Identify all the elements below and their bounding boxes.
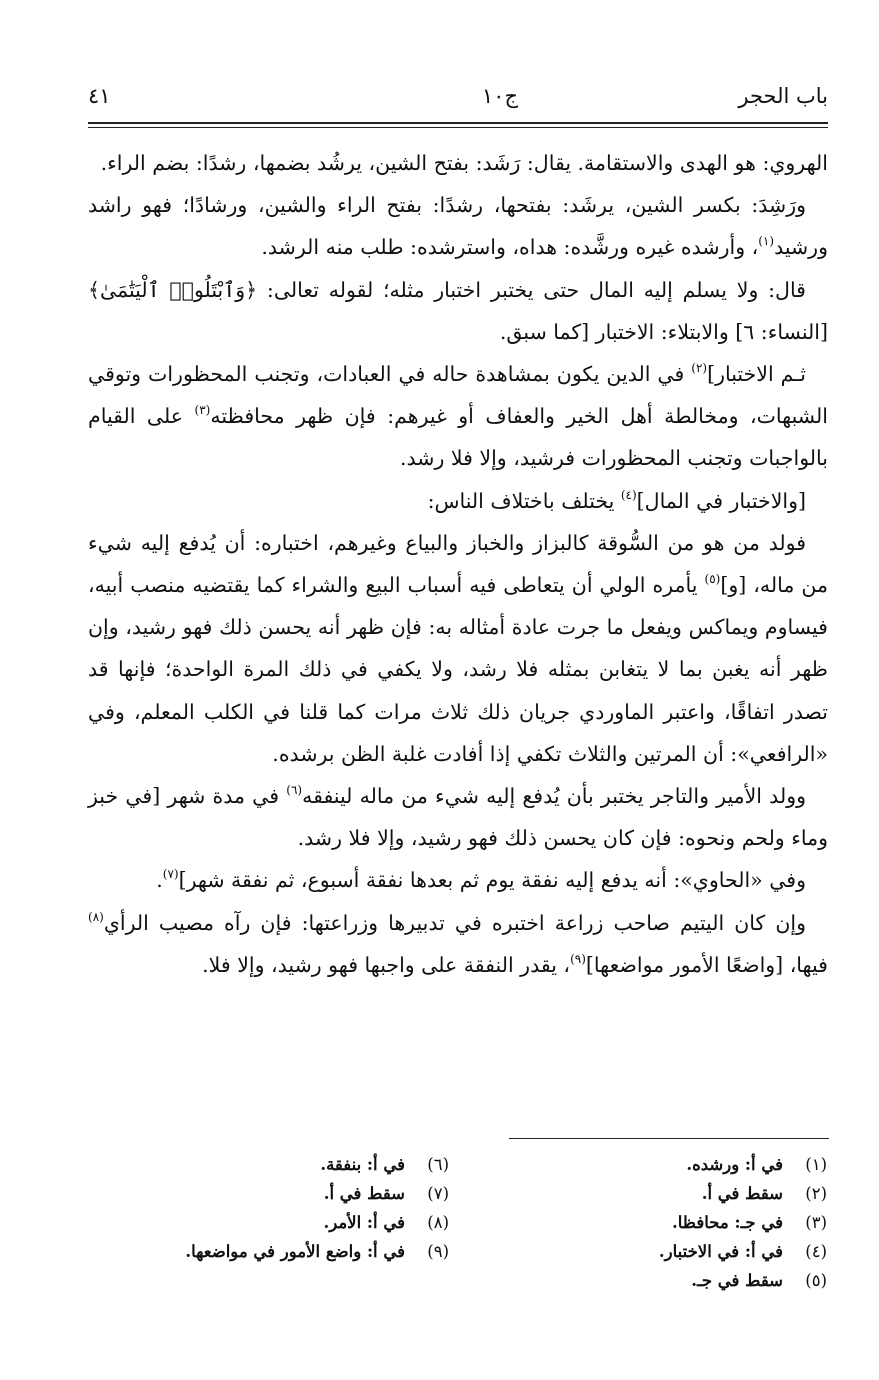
footnote-item <box>497 1150 827 1179</box>
footnotes-right-column <box>497 1150 827 1295</box>
footnote-text: في أ: في الاختبار. <box>658 1242 783 1261</box>
footnote-ref-5[interactable]: (٥) <box>704 572 721 587</box>
footnote-text: سقط في أ. <box>323 1184 405 1203</box>
footnote-number: (٣) <box>805 1213 827 1232</box>
footnote-number: (١) <box>805 1155 827 1174</box>
footnote-ref-9[interactable]: (٩) <box>570 951 586 966</box>
footnote-item <box>497 1237 827 1266</box>
chapter-title: باب الحجر <box>738 84 828 108</box>
paragraph-6 <box>88 522 828 775</box>
paragraph-5-text-a: [والاختبار في المال] <box>636 488 806 513</box>
paragraph-2-text-b: ، وأرشده غيره ورشَّده: هداه، واسترشده: طلب منه الرشد. <box>261 235 759 260</box>
paragraph-9-text-a: وإن كان اليتيم صاحب زراعة اختبره في تدبيرها وزراعتها: فإن رآه مصيب الرأي <box>103 910 806 935</box>
paragraph-3 <box>88 269 828 353</box>
footnote-item <box>89 1237 449 1266</box>
running-header <box>88 78 828 118</box>
page-number: ٤١ <box>88 84 111 108</box>
footnote-ref-7[interactable]: (٧) <box>162 867 179 882</box>
paragraph-1 <box>88 142 828 184</box>
paragraph-6-text-b: يأمره الولي أن يتعاطى فيه أسباب البيع والشراء كما يقتضيه منصب أبيه، فيساوم ويماكس ويفعل ما جرت عادة أمثاله به: فإن ظهر أنه يحسن ذلك فهو رشيد، وإن ظهر أنه يغبن بما لا يتغابن بمثله فلا رشد، ولا يكفي في ذلك المرة الواحدة؛ فإنها قد تصدر اتفاقًا، واعتبر الماوردي جريان ذلك ثلاث مرات كما قلنا في الكلب المعلم، وفي «الرافعي»: أن المرتين والثلاث تكفي إذا أفادت غلبة الظن برشده. <box>88 573 828 766</box>
footnote-text: في أ: الأمر. <box>323 1213 405 1232</box>
footnotes-left-column <box>89 1150 449 1266</box>
header-rule-thick <box>88 122 828 124</box>
footnote-number: (٨) <box>427 1213 449 1232</box>
paragraph-8-text-a: وفي «الحاوي»: أنه يدفع إليه نفقة يوم ثم بعدها نفقة أسبوع، ثم نفقة شهر] <box>178 868 806 893</box>
footnote-separator <box>509 1138 829 1139</box>
paragraph-7 <box>88 775 828 859</box>
paragraph-3-text: قال: ولا يسلم إليه المال حتى يختبر اختبار مثله؛ لقوله تعالى: ﴿وَٱبْتَلُوا۟ ٱلْيَتَٰمَىٰ﴾ [النساء: ٦] والابتلاء: الاختبار [كما سبق. <box>88 277 828 344</box>
paragraph-4 <box>88 353 828 480</box>
paragraph-8-text-b: . <box>156 868 163 893</box>
paragraph-2 <box>88 184 828 268</box>
footnote-text: سقط في جـ. <box>691 1271 783 1290</box>
footnote-item <box>497 1179 827 1208</box>
paragraph-6-text-a: فولد من هو من السُّوقة كالبزاز والخباز والبياع وغيرهم، اختباره: أن يُدفع إليه شيء من ماله، [و] <box>88 530 828 598</box>
footnote-ref-2[interactable]: (٢) <box>691 361 708 376</box>
footnote-text: في أ: واضع الأمور في مواضعها. <box>185 1242 405 1261</box>
paragraph-8 <box>88 859 828 901</box>
footnote-ref-4[interactable]: (٤) <box>620 487 637 502</box>
footnote-number: (٧) <box>427 1184 449 1203</box>
footnote-text: في جـ: محافظا. <box>672 1213 783 1232</box>
footnote-ref-6[interactable]: (٦) <box>286 783 303 798</box>
footnote-item <box>89 1150 449 1179</box>
footnote-number: (٩) <box>427 1242 449 1261</box>
paragraph-4-text-c: على القيام بالواجبات وتجنب المحظورات فرشيد، وإلا فلا رشد. <box>88 404 828 471</box>
volume-label: ج١٠ <box>481 84 518 108</box>
main-text <box>88 142 828 986</box>
footnote-number: (٥) <box>805 1271 827 1290</box>
footnote-item <box>89 1208 449 1237</box>
footnote-text: في أ: ورشده. <box>686 1155 783 1174</box>
paragraph-1-text: الهروي: هو الهدى والاستقامة. يقال: رَشَد: بفتح الشين، يرشُد بضمها، رشدًا: بضم الراء. <box>100 151 828 175</box>
paragraph-7-text-a: وولد الأمير والتاجر يختبر بأن يُدفع إليه شيء من ماله لينفقه <box>302 784 806 809</box>
paragraph-9-text-c: ، يقدر النفقة على واجبها فهو رشيد، وإلا فلا. <box>202 952 571 977</box>
paragraph-9-text-b: فيها، [واضعًا الأمور مواضعها] <box>585 952 828 977</box>
paragraph-9 <box>88 902 828 986</box>
header-rule-thin <box>88 127 828 128</box>
paragraph-5-text-b: يختلف باختلاف الناس: <box>427 488 621 513</box>
footnote-item <box>497 1208 827 1237</box>
paragraph-4-text-a: ثـم الاختبار] <box>707 362 806 387</box>
footnote-text: سقط في أ. <box>701 1184 783 1203</box>
paragraph-5 <box>88 480 828 522</box>
footnote-item <box>89 1179 449 1208</box>
footnote-ref-8[interactable]: (٨) <box>88 909 104 924</box>
footnote-ref-3[interactable]: (٣) <box>194 403 211 418</box>
paragraph-7-text-b: في مدة شهر [في خبز وماء ولحم ونحوه: فإن كان يحسن ذلك فهو رشيد، وإلا فلا رشد. <box>88 784 828 851</box>
footnote-number: (٦) <box>427 1155 449 1174</box>
paragraph-2-text-a: ورَشِدَ: بكسر الشين، يرشَد: بفتحها، رشدًا: بفتح الراء والشين، ورشادًا؛ فهو راشد ورشيد <box>88 193 828 260</box>
footnote-text: في أ: بنفقة. <box>320 1155 405 1174</box>
footnote-number: (٤) <box>805 1242 827 1261</box>
footnote-item <box>497 1266 827 1295</box>
footnote-number: (٢) <box>805 1184 827 1203</box>
paragraph-4-text-b: في الدين يكون بمشاهدة حاله في العبادات، وتجنب المحظورات وتوقي الشبهات، ومخالطة أهل الخير والعفاف أو غيرهم: فإن ظهر محافظته <box>88 362 829 429</box>
footnote-ref-1[interactable]: (١) <box>758 234 775 249</box>
